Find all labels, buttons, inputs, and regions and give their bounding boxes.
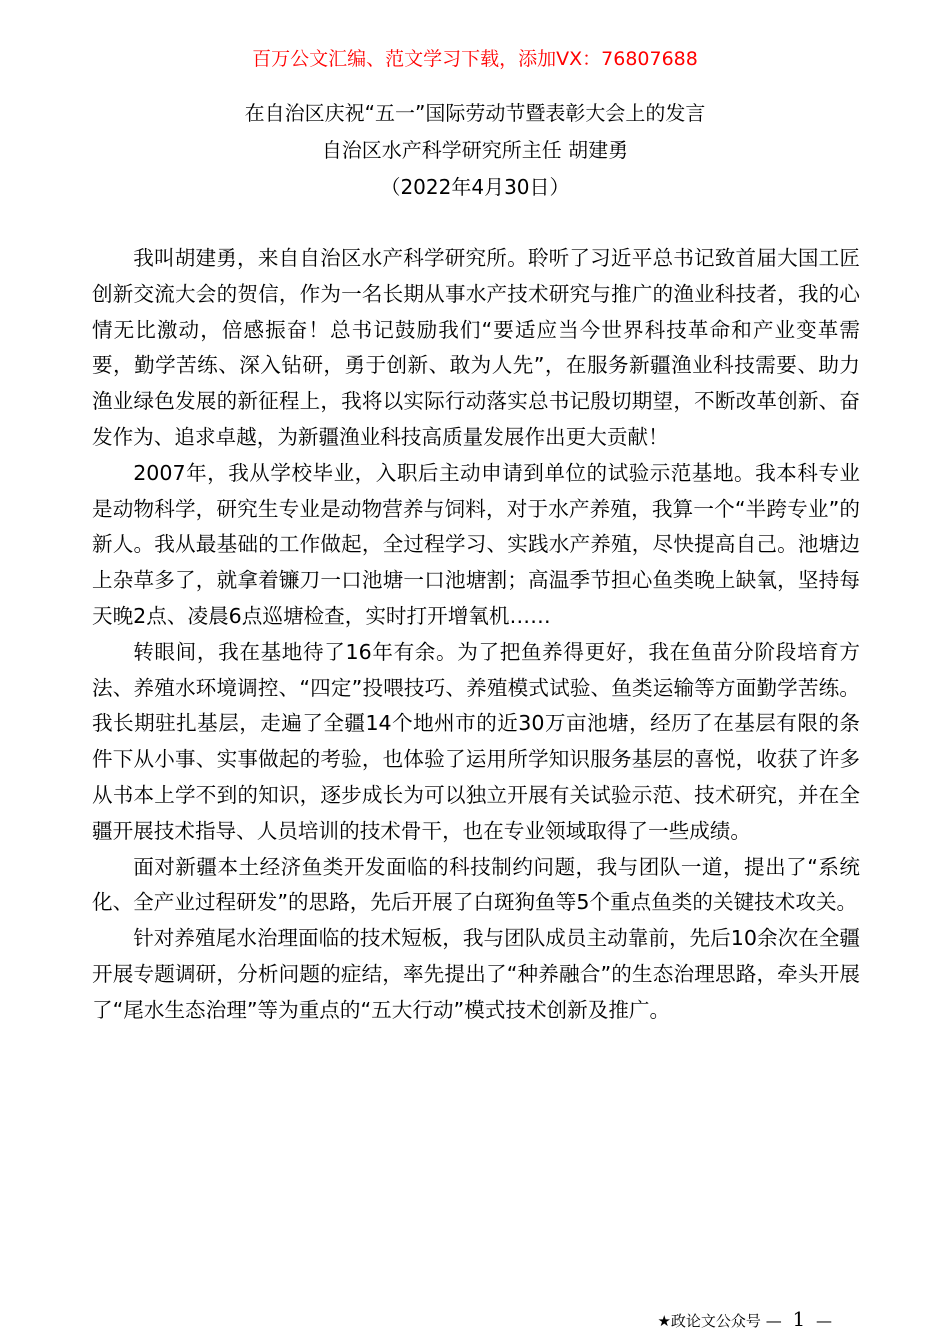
speech-title: 在自治区庆祝“五一”国际劳动节暨表彰大会上的发言: [244, 101, 706, 125]
paragraph-2: 2007年，我从学校毕业，入职后主动申请到单位的试验示范基地。我本科专业是动物科学，研究生专业是动物营养与饲料，对于水产养殖，我算一个“半跨专业”的新人。我从最基础的工作做起，全过程学习、实践水产养殖，尽快提高自己。池塘边上杂草多了，就拿着镰刀一口池塘一口池塘割；高温季节担心鱼类晚上缺氧，坚持每天晚2点、凌晨6点巡塘检查，实时打开增氧机……: [92, 460, 860, 628]
download-banner: 百万公文汇编、范文学习下载，添加VX：76807688: [252, 48, 698, 70]
footer-dash-right: —: [816, 1311, 832, 1330]
paragraph-5: 针对养殖尾水治理面临的技术短板，我与团队成员主动靠前，先后10余次在全疆开展专题调研，分析问题的症结，率先提出了“种养融合”的生态治理思路，牵头开展了“尾水生态治理”等为重点的“五大行动”模式技术创新及推广。: [92, 926, 860, 1022]
paragraph-3: 转眼间，我在基地待了16年有余。为了把鱼养得更好，我在鱼苗分阶段培育方法、养殖水环境调控、“四定”投喂技巧、养殖模式试验、鱼类运输等方面勤学苦练。我长期驻扎基层，走遍了全疆14个地州市的近30万亩池塘，经历了在基层有限的条件下从小事、实事做起的考验，也体验了运用所学知识服务基层的喜悦，收获了许多从书本上学不到的知识，逐步成长为可以独立开展有关试验示范、技术研究，并在全疆开展技术指导、人员培训的技术骨干，也在专业领域取得了一些成绩。: [92, 639, 860, 843]
speech-date: （2022年4月30日）: [380, 175, 570, 199]
speaker-line: 自治区水产科学研究所主任 胡建勇: [321, 138, 629, 162]
footer-dash-left: —: [765, 1311, 782, 1330]
paragraph-1: 我叫胡建勇，来自自治区水产科学研究所。聆听了习近平总书记致首届大国工匠创新交流大会的贺信，作为一名长期从事水产技术研究与推广的渔业科技者，我的心情无比激动，倍感振奋！总书记鼓励我们“要适应当今世界科技革命和产业变革需要，勤学苦练、深入钻研，勇于创新、敢为人先”，在服务新疆渔业科技需要、助力渔业绿色发展的新征程上，我将以实际行动落实总书记殷切期望，不断改革创新、奋发作为、追求卓越，为新疆渔业科技高质量发展作出更大贡献！: [92, 246, 860, 449]
footer-source: ★政论文公众号: [657, 1312, 761, 1330]
page-number: 1: [792, 1307, 806, 1331]
page-footer: [657, 1308, 832, 1332]
paragraph-4: 面对新疆本土经济鱼类开发面临的科技制约问题，我与团队一道，提出了“系统化、全产业过程研发”的思路，先后开展了白斑狗鱼等5个重点鱼类的关键技术攻关。: [92, 854, 860, 915]
speech-body: [92, 241, 860, 1029]
